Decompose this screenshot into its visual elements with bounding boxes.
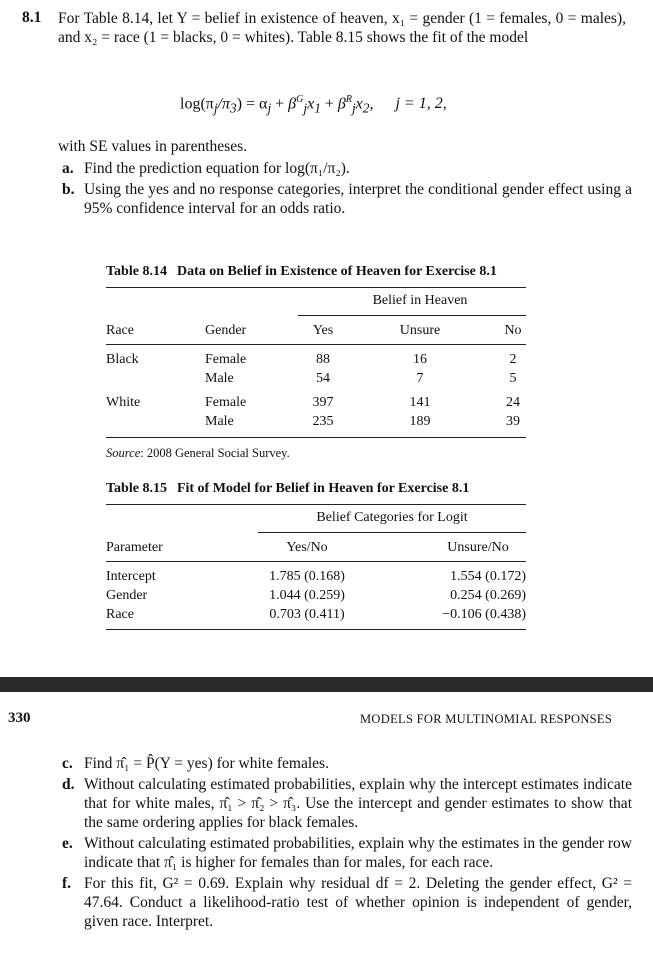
page-number: 330 — [8, 710, 31, 726]
table-row-gender: Male — [205, 414, 234, 429]
table-row-parameter: Intercept — [106, 569, 156, 584]
part-e: e. Without calculating estimated probabilities, explain why the estimates in the gender row indicate that π̂₁ is higher for females than for males, for each race. — [62, 835, 632, 871]
table-row-unsureno: −0.106 (0.438) — [442, 607, 526, 622]
table-8-14-spanner-rule — [298, 315, 526, 316]
part-b: b. Using the yes and no response categories, interpret the conditional gender effect using a 95% confidence interval for an odds ratio. — [62, 181, 632, 217]
table-row-no: 24 — [506, 395, 520, 410]
table-8-14-top-rule — [106, 287, 526, 288]
table-8-14-spanner: Belief in Heaven — [372, 293, 468, 308]
t814-header-gender: Gender — [205, 323, 247, 338]
table-row-no: 2 — [509, 352, 517, 367]
table-row-yes: 397 — [312, 395, 334, 410]
table-row-yes: 54 — [316, 371, 330, 386]
table-8-15-spanner-rule — [258, 532, 526, 533]
table-row-unsureno: 1.554 (0.172) — [450, 569, 526, 584]
model-equation: $\log(\pi_j/\pi_3) = \alpha_j + \beta^G_jx_1 + \beta^R_jx_2$, j = 1, 2, — [180, 94, 447, 116]
table-row-unsure: 16 — [413, 352, 427, 367]
exercise-intro: For Table 8.14, let Y = belief in existence of heaven, x₁ = gender (1 = females, 0 = males), and x₂ = race (1 = blacks, 0 = whites). Table 8.15 shows the fit of the model — [58, 10, 626, 46]
running-head: MODELS FOR MULTINOMIAL RESPONSES — [360, 712, 613, 726]
table-8-15-caption: Table 8.15 Fit of Model for Belief in Heaven for Exercise 8.1 — [106, 481, 470, 496]
table-row-gender: Female — [205, 352, 247, 367]
table-8-14-caption: Table 8.14 Data on Belief in Existence of Heaven for Exercise 8.1 — [106, 264, 497, 279]
part-c: c. Find π̂₁ = P̂(Y = yes) for white females. — [62, 755, 329, 772]
part-f: f. For this fit, G² = 0.69. Explain why residual df = 2. Deleting the gender effect, G² = 47.64. Conduct a likelihood-ratio test of whether opinion is independent of gender, given race. Interpret. — [62, 875, 632, 930]
table-8-15-spanner: Belief Categories for Logit — [316, 510, 468, 525]
part-d: d. Without calculating estimated probabilities, explain why the intercept estimates indicate that for white males, π̂₁ > π̂₂ > π̂₃. Use the intercept and gender estimates to show that the same ordering applies for black females. — [62, 776, 632, 831]
t815-header-parameter: Parameter — [106, 540, 163, 555]
table-row-no: 5 — [509, 371, 517, 386]
table-row-yesno: 1.785 (0.168) — [269, 569, 345, 584]
t814-header-race: Race — [106, 323, 134, 338]
table-row-gender: Male — [205, 371, 234, 386]
table-8-14-header-rule — [106, 344, 526, 345]
table-row-unsure: 141 — [409, 395, 431, 410]
parts-top-list — [62, 159, 632, 220]
exercise-number: 8.1 — [22, 9, 42, 26]
table-row-yes: 88 — [316, 352, 330, 367]
t814-header-no: No — [504, 323, 522, 338]
table-row-parameter: Race — [106, 607, 134, 622]
table-8-15-top-rule — [106, 504, 526, 505]
part-a: a. Find the prediction equation for log(π₁/π₂). — [62, 160, 350, 177]
table-8-15-bottom-rule — [106, 629, 526, 630]
table-row-yesno: 0.703 (0.411) — [269, 607, 345, 622]
table-row-yesno: 1.044 (0.259) — [269, 588, 345, 603]
table-row-race: Black — [106, 352, 139, 367]
t814-header-yes: Yes — [312, 323, 334, 338]
equation-followup: with SE values in parentheses. — [58, 138, 247, 155]
table-row-unsureno: 0.254 (0.269) — [450, 588, 526, 603]
table-row-unsure: 189 — [409, 414, 431, 429]
t815-header-yesno: Yes/No — [286, 540, 328, 555]
table-row-no: 39 — [506, 414, 520, 429]
table-row-yes: 235 — [312, 414, 334, 429]
page-break-band — [0, 677, 653, 692]
table-row-unsure: 7 — [416, 371, 424, 386]
t814-header-unsure: Unsure — [399, 323, 441, 338]
table-8-15-header-rule — [106, 561, 526, 562]
table-row-parameter: Gender — [106, 588, 148, 603]
table-8-14-bottom-rule — [106, 437, 526, 438]
table-row-gender: Female — [205, 395, 247, 410]
t815-header-unsureno: Unsure/No — [447, 540, 509, 555]
parts-bottom-list — [62, 754, 632, 933]
table-row-race: White — [106, 395, 141, 410]
table-8-14-source: Source: 2008 General Social Survey. — [106, 446, 290, 460]
